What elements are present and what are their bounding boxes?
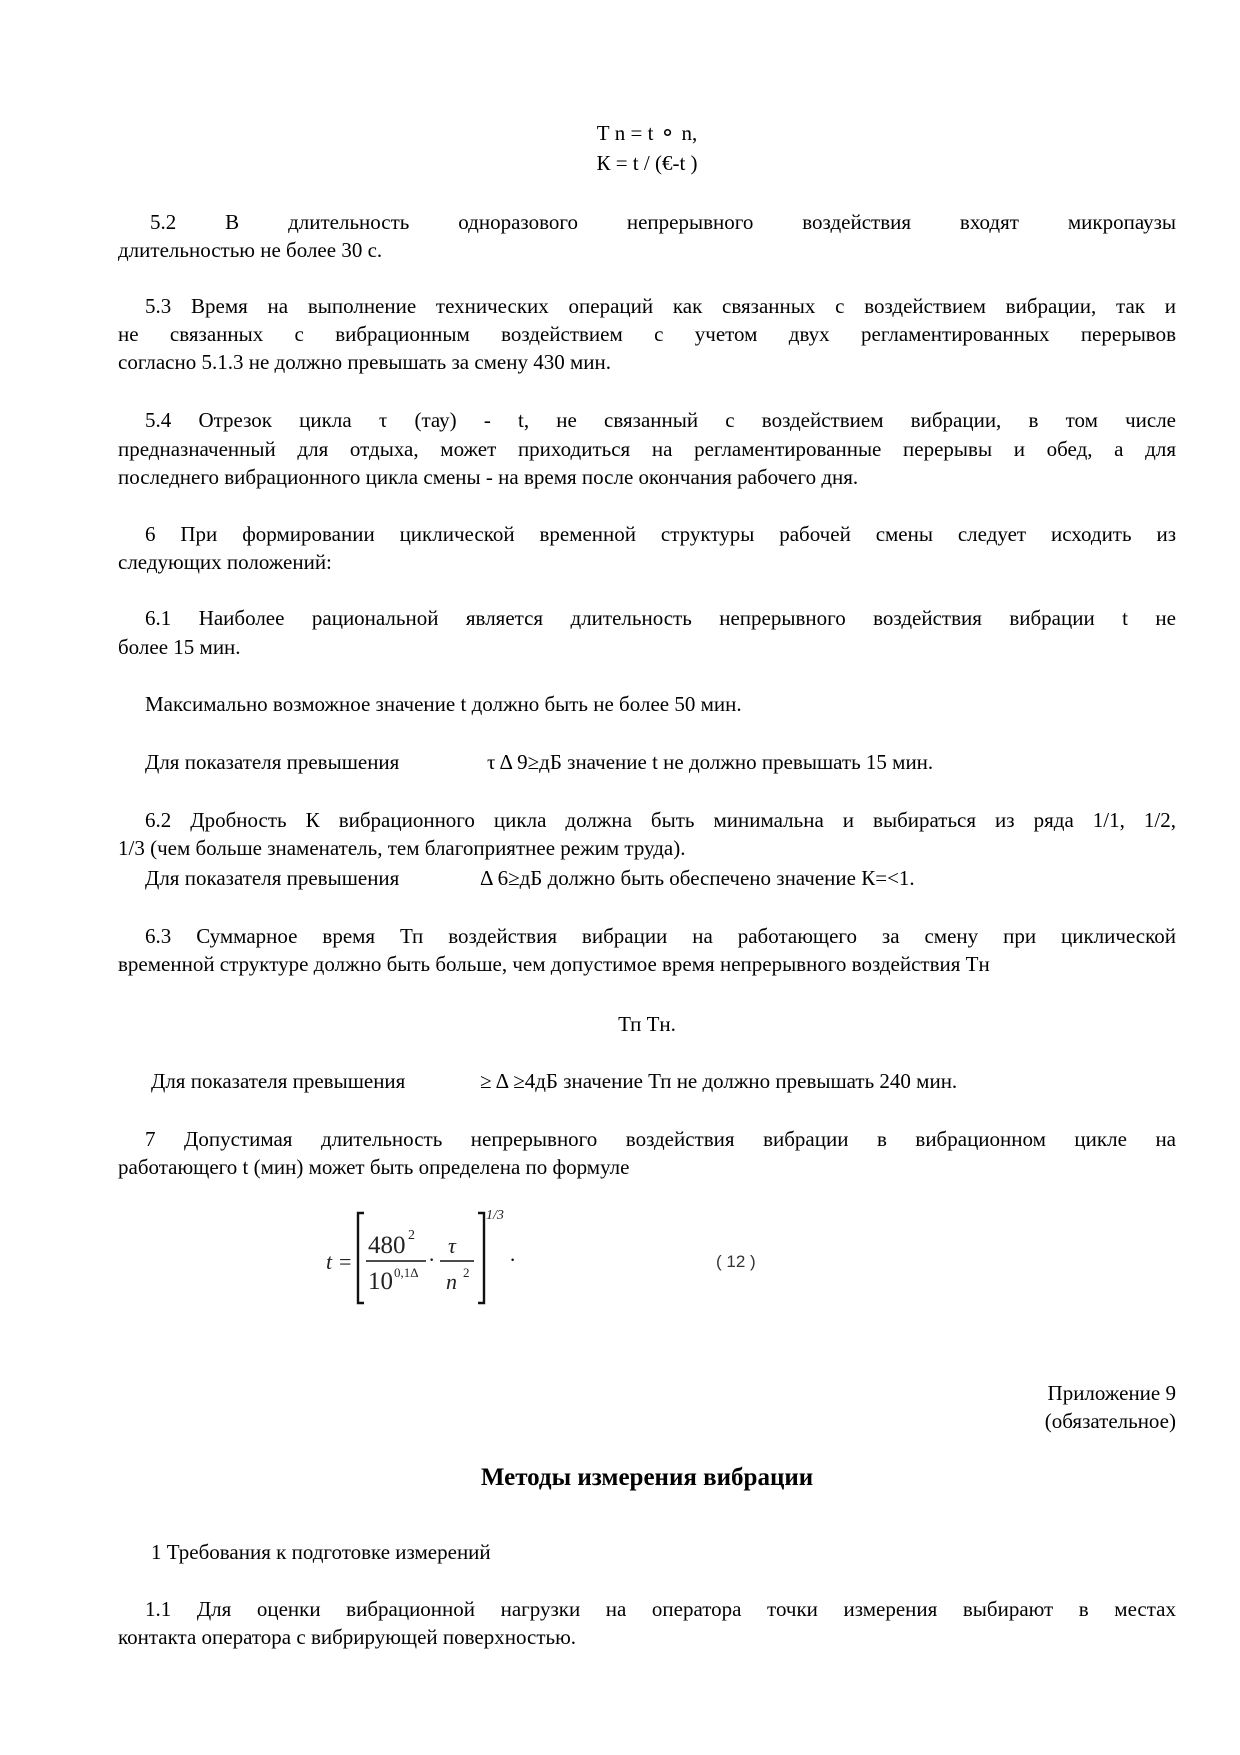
appendix-type: (обязательное) [1044,1409,1176,1433]
paragraph-6-2-line2: 1/3 (чем больше знаменатель, тем благоприятнее режим труда). [118,836,686,860]
paragraph-6-line1: 6 При формировании циклической временной структуры рабочей смены следует исходить из [145,522,1176,546]
formula-12-right-bracket [478,1213,484,1303]
paragraph-5-4-line3: последнего вибрационного цикла смены - на время после окончания рабочего дня. [118,465,859,489]
section-title: Методы измерения вибрации [480,1464,814,1491]
formula-12-mult: · [428,1247,436,1272]
indicator-3-label: Для показателя превышения [151,1069,406,1093]
paragraph-6-3-line2: временной структуре должно быть больше, чем допустимое время непрерывного воздействия Тн [118,952,990,976]
formula-12-number: ( 12 ) [716,1252,756,1271]
paragraph-1-1-line2: контакта оператора с вибрирующей поверхностью. [118,1625,577,1649]
paragraph-5-3-line2: не связанных с вибрационным воздействием с учетом двух регламентированных перерывов [118,322,1176,346]
paragraph-6-1-line2: более 15 мин. [118,635,241,659]
formula-12-left-bracket [358,1213,364,1303]
formula-12-den-exp: 0,1Δ [394,1265,419,1280]
paragraph-6-1-line1: 6.1 Наиболее рациональной является длительность непрерывного воздействия вибрации t не [145,606,1176,630]
subsection-1-heading: 1 Требования к подготовке измерений [151,1540,491,1564]
formula-12-n: n [446,1269,457,1294]
formula-12-trailing-dot: . [510,1242,516,1266]
formula-12-num-exp: 2 [408,1228,415,1243]
paragraph-5-2-line1: 5.2 В длительность одноразового непрерывного воздействия входят микропаузы [150,210,1176,234]
paragraph-6-2-line1: 6.2 Дробность К вибрационного цикла должна быть минимальна и выбираться из ряда 1/1, 1/2, [145,808,1176,832]
paragraph-1-1-line1: 1.1 Для оценки вибрационной нагрузки на оператора точки измерения выбирают в местах [145,1597,1176,1621]
formula-12-outer-exp: 1/3 [486,1208,504,1223]
formula-12-tau: τ [448,1233,456,1258]
indicator-3-value: ≥ Δ ≥4дБ значение Тп не должно превышать 240 мин. [480,1069,958,1093]
appendix-label: Приложение 9 [1047,1381,1176,1405]
paragraph-6-line2: следующих положений: [118,550,332,574]
paragraph-7-line1: 7 Допустимая длительность непрерывного воздействия вибрации в вибрационном цикле на [145,1127,1176,1151]
paragraph-7-line2: работающего t (мин) может быть определена по формуле [118,1155,630,1179]
indicator-1-value: τ Δ 9≥дБ значение t не должно превышать 15 мин. [487,750,934,774]
paragraph-5-3-line1: 5.3 Время на выполнение технических операций как связанных с воздействием вибрации, так и [145,294,1176,318]
formula-12-den-base: 10 [368,1268,393,1295]
indicator-2-label: Для показателя превышения [145,866,400,890]
formula-12-num-base: 480 [368,1232,406,1259]
formula-tn: Т n = t ⚬ n, [596,121,698,145]
paragraph-5-2-line2: длительностью не более 30 с. [118,238,383,262]
paragraph-max-t: Максимально возможное значение t должно быть не более 50 мин. [145,692,742,716]
formula-12-lhs: t = [326,1249,353,1274]
formula-12-image [318,1205,518,1315]
formula-k: К = t / (€-t ) [596,151,698,175]
paragraph-6-3-line1: 6.3 Суммарное время Тп воздействия вибрации на работающего за смену при циклической [145,924,1176,948]
formula-12-n-exp: 2 [463,1265,470,1280]
paragraph-5-3-line3: согласно 5.1.3 не должно превышать за смену 430 мин. [118,350,612,374]
formula-tp-tn: Тп Тн. [618,1012,676,1036]
paragraph-5-4-line1: 5.4 Отрезок цикла τ (тау) - t, не связанный с воздействием вибрации, в том числе [145,408,1176,432]
indicator-1-label: Для показателя превышения [145,750,400,774]
indicator-2-value: Δ 6≥дБ должно быть обеспечено значение К=<1. [480,866,915,890]
paragraph-5-4-line2: предназначенный для отдыха, может приходиться на регламентированные перерывы и обед, а для [118,437,1176,461]
